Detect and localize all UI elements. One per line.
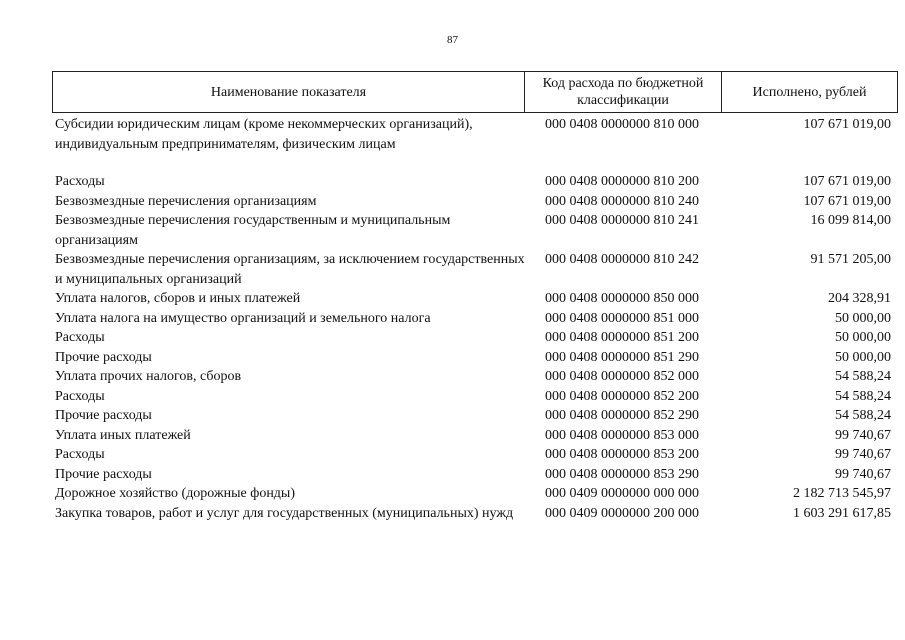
row-code: 000 0408 0000000 810 200 — [545, 174, 699, 189]
header-executed: Исполнено, рублей — [752, 84, 867, 100]
row-name: Расходы — [55, 330, 105, 345]
table-row — [55, 465, 895, 485]
row-amount: 2 182 713 545,97 — [793, 486, 891, 501]
table-row — [55, 406, 895, 426]
row-name: Расходы — [55, 174, 105, 189]
row-code: 000 0408 0000000 851 000 — [545, 310, 699, 326]
row-name: Субсидии юридическим лицам (кроме некоммерческих организаций), индивидуальным предпринимателям, физическим лицам — [55, 117, 473, 152]
row-code: 000 0408 0000000 810 000 — [545, 117, 699, 132]
row-code: 000 0408 0000000 853 290 — [545, 466, 699, 482]
row-code: 000 0408 0000000 810 242 — [545, 252, 699, 267]
row-code: 000 0408 0000000 810 240 — [545, 193, 699, 209]
row-amount: 107 671 019,00 — [803, 193, 891, 209]
row-name: Прочие расходы — [55, 349, 152, 365]
page-number: 87 — [447, 34, 458, 46]
row-amount: 54 588,24 — [835, 388, 891, 404]
table-header — [52, 71, 898, 113]
table-row — [55, 348, 895, 368]
row-name: Уплата иных платежей — [55, 427, 191, 443]
table-row — [55, 387, 895, 407]
row-amount: 50 000,00 — [835, 310, 891, 326]
row-amount: 1 603 291 617,85 — [793, 505, 891, 521]
table-row — [55, 289, 895, 309]
row-code: 000 0408 0000000 853 200 — [545, 447, 699, 462]
row-name: Уплата налогов, сборов и иных платежей — [55, 291, 301, 306]
row-code: 000 0408 0000000 853 000 — [545, 427, 699, 443]
row-amount: 16 099 814,00 — [810, 213, 891, 228]
row-name: Закупка товаров, работ и услуг для государственных (муниципальных) нужд — [55, 505, 514, 521]
row-amount: 54 588,24 — [835, 408, 891, 423]
row-name: Уплата прочих налогов, сборов — [55, 369, 242, 384]
row-code: 000 0409 0000000 000 000 — [545, 486, 699, 501]
row-amount: 107 671 019,00 — [803, 174, 891, 189]
row-amount: 107 671 019,00 — [803, 117, 891, 132]
table-row — [55, 426, 895, 446]
row-amount: 54 588,24 — [835, 369, 891, 384]
row-name: Расходы — [55, 388, 105, 404]
header-name: Наименование показателя — [53, 72, 525, 112]
row-name: Безвозмездные перечисления государственным и муниципальным организациям — [55, 213, 451, 248]
row-code: 000 0408 0000000 852 200 — [545, 388, 699, 404]
table-row — [55, 504, 895, 524]
table-row — [55, 115, 895, 172]
table-row — [55, 172, 895, 192]
row-name: Безвозмездные перечисления организациям, за исключением государственных и муниципальных организаций — [55, 252, 525, 287]
table-row — [55, 309, 895, 329]
table-row — [55, 192, 895, 212]
row-name: Расходы — [55, 447, 105, 462]
row-code: 000 0408 0000000 810 241 — [545, 213, 699, 228]
row-amount: 99 740,67 — [835, 466, 891, 482]
row-code: 000 0409 0000000 200 000 — [545, 505, 699, 521]
row-code: 000 0408 0000000 851 290 — [545, 349, 699, 365]
row-amount: 99 740,67 — [835, 447, 891, 462]
row-name: Безвозмездные перечисления организациям — [55, 193, 317, 209]
table-row — [55, 484, 895, 504]
table-row — [55, 250, 895, 289]
table-row — [55, 211, 895, 250]
row-name: Дорожное хозяйство (дорожные фонды) — [55, 486, 296, 501]
row-code: 000 0408 0000000 852 290 — [545, 408, 699, 423]
header-code: Код расхода по бюджетной классификации — [525, 72, 722, 112]
row-amount: 50 000,00 — [835, 330, 891, 345]
row-amount: 91 571 205,00 — [810, 252, 891, 267]
row-amount: 50 000,00 — [835, 349, 891, 365]
table-body — [55, 115, 895, 523]
table-row — [55, 445, 895, 465]
row-amount: 99 740,67 — [835, 427, 891, 443]
row-amount: 204 328,91 — [828, 291, 891, 306]
row-code: 000 0408 0000000 850 000 — [545, 291, 699, 306]
table-row — [55, 328, 895, 348]
row-name: Прочие расходы — [55, 466, 152, 482]
row-name: Уплата налога на имущество организаций и земельного налога — [55, 310, 431, 326]
row-code: 000 0408 0000000 851 200 — [545, 330, 699, 345]
row-name: Прочие расходы — [55, 408, 152, 423]
table-row — [55, 367, 895, 387]
row-code: 000 0408 0000000 852 000 — [545, 369, 699, 384]
